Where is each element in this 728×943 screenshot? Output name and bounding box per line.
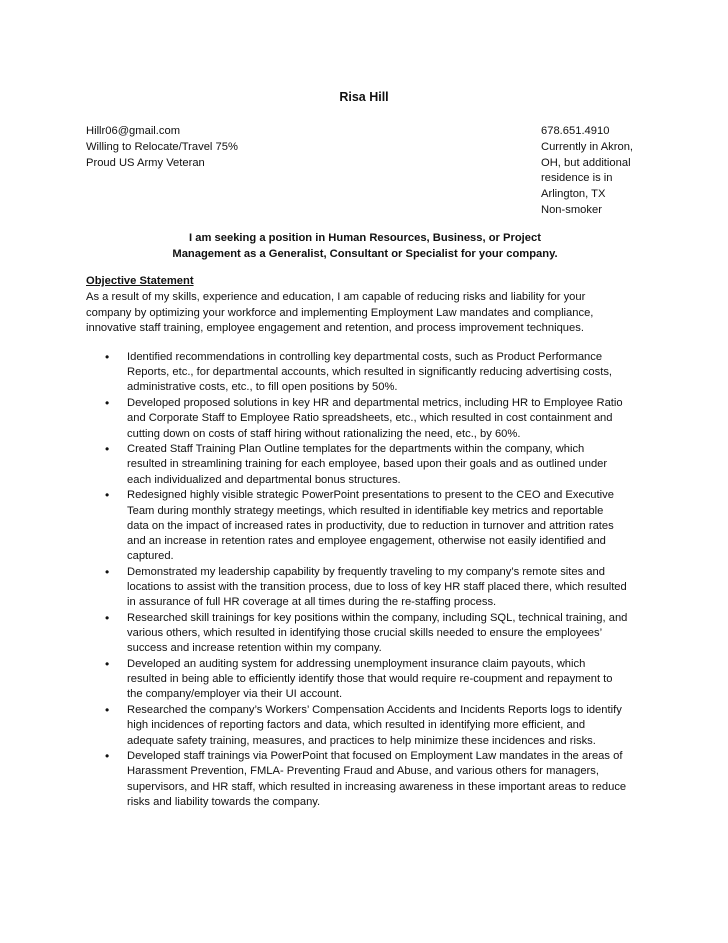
bullet-point-icon: •	[105, 657, 110, 672]
achievement-line: Researched the company’s Workers’ Compensation Accidents and Incidents Reports logs to identify	[127, 704, 622, 717]
achievement-item	[86, 565, 646, 611]
achievement-line: Identified recommendations in controlling key departmental costs, such as Product Performance	[127, 351, 603, 363]
achievement-line: captured.	[127, 550, 174, 563]
objective-section	[86, 274, 646, 337]
achievement-line: Developed proposed solutions in key HR and departmental metrics, including HR to Employee Ratio	[127, 397, 623, 410]
bullet-point-icon: •	[105, 442, 110, 457]
achievement-line: the company/employer via their UI account.	[127, 688, 343, 701]
achievement-line: adequate safety training, measures, and practices to help minimize these incidences and risks.	[127, 734, 596, 747]
objective-line: company by optimizing your workforce and implementing Employment Law mandates and compliance,	[86, 306, 594, 319]
achievement-item	[86, 703, 646, 749]
achievement-line: and an increase in retention rates and employee engagement, otherwise not easily identified and	[127, 534, 606, 547]
email-address: Hillr06@gmail.com	[86, 125, 181, 137]
achievement-item	[86, 657, 646, 703]
non-smoker-note: Non-smoker	[541, 203, 602, 216]
bullet-point-icon: •	[105, 749, 110, 764]
achievement-line: risks and liability towards the company.	[127, 795, 321, 808]
achievement-line: success and increase retention within my company.	[127, 642, 382, 655]
bullet-point-icon: •	[105, 610, 110, 625]
achievement-line: data on the impact of increased rates in productivity, due to reduction in turnover and attrition rates	[127, 519, 614, 532]
achievements-list	[86, 350, 646, 811]
achievement-line: various others, which resulted in identifying those crucial skills needed to ensure the employees’	[127, 627, 603, 640]
location-line: Arlington, TX	[541, 188, 606, 201]
achievement-line: and Corporate Staff to Employee Ratio spreadsheets, etc., which resulted in cost containment and	[127, 412, 613, 425]
achievement-line: supervisors, and HR staff, which resulted in increasing awareness in these important areas to reduce	[127, 780, 627, 793]
achievement-item	[86, 350, 646, 396]
achievement-line: Developed staff trainings via PowerPoint that focused on Employment Law mandates in the areas of	[127, 750, 623, 763]
achievement-item	[86, 749, 646, 810]
objective-heading: Objective Statement	[86, 275, 194, 287]
contact-right-block	[541, 124, 651, 219]
phone-number: 678.651.4910	[541, 125, 610, 137]
relocation-info: Willing to Relocate/Travel 75%	[86, 140, 238, 153]
achievement-line: Redesigned highly visible strategic PowerPoint presentations to present to the CEO and Executive	[127, 489, 614, 502]
seeking-line: Management as a Generalist, Consultant or Specialist for your company.	[172, 248, 558, 260]
achievement-line: administrative costs, etc., to fill open positions by 50%.	[127, 381, 398, 394]
achievement-line: Harassment Prevention, FMLA- Preventing Fraud and Abuse, and various others for managers,	[127, 765, 599, 778]
achievement-item	[86, 442, 646, 488]
bullet-point-icon: •	[105, 564, 110, 579]
location-line: OH, but additional	[541, 156, 631, 169]
achievement-line: resulted in streamlining training for each employee, based upon their goals and as outlined under	[127, 458, 608, 471]
objective-line: innovative staff training, employee engagement and retention, and process improvement techniques.	[86, 322, 584, 335]
achievement-item	[86, 396, 646, 442]
bullet-point-icon: •	[105, 703, 110, 718]
achievement-line: Demonstrated my leadership capability by frequently traveling to my company’s remote sites and	[127, 565, 605, 578]
bullet-point-icon: •	[105, 350, 110, 364]
achievement-line: in assurance of full HR coverage at all times during the re-staffing process.	[127, 596, 497, 609]
achievement-item	[86, 611, 646, 657]
seeking-line: I am seeking a position in Human Resources, Business, or Project	[189, 232, 541, 244]
seeking-statement	[150, 230, 580, 262]
achievement-item	[86, 488, 646, 564]
contact-left-block	[86, 124, 238, 171]
bullet-point-icon: •	[105, 488, 110, 503]
achievement-line: Created Staff Training Plan Outline templates for the departments within the company, which	[127, 443, 585, 456]
achievement-line: Reports, etc., for departmental accounts, which resulted in significantly reducing advertising costs,	[127, 366, 613, 379]
achievement-line: locations to assist with the transition process, due to loss of key HR staff placed there, which resulted	[127, 581, 627, 594]
location-line: Currently in Akron,	[541, 140, 634, 153]
achievement-line: each individualized and departmental bonus structures.	[127, 473, 401, 486]
achievement-line: Researched skill trainings for key positions within the company, including SQL, technical training, and	[127, 611, 628, 624]
achievement-line: Team during monthly strategy meetings, which resulted in identifiable key metrics and reportable	[127, 504, 604, 517]
resume-name: Risa Hill	[339, 90, 389, 104]
objective-line: As a result of my skills, experience and education, I am capable of reducing risks and liability for your	[86, 290, 586, 303]
achievement-line: high incidences of reporting factors and data, which resulted in identifying more efficient, and	[127, 719, 586, 732]
achievement-line: resulted in being able to efficiently identify those that would require re-coupment and repayment to	[127, 673, 613, 686]
bullet-point-icon: •	[105, 396, 110, 411]
achievement-line: cutting down on costs of staff hiring without rationalizing the need, etc., by 60%.	[127, 427, 521, 440]
location-line: residence is in	[541, 172, 613, 185]
veteran-status: Proud US Army Veteran	[86, 156, 205, 169]
achievement-line: Developed an auditing system for addressing unemployment insurance claim payouts, which	[127, 658, 586, 671]
